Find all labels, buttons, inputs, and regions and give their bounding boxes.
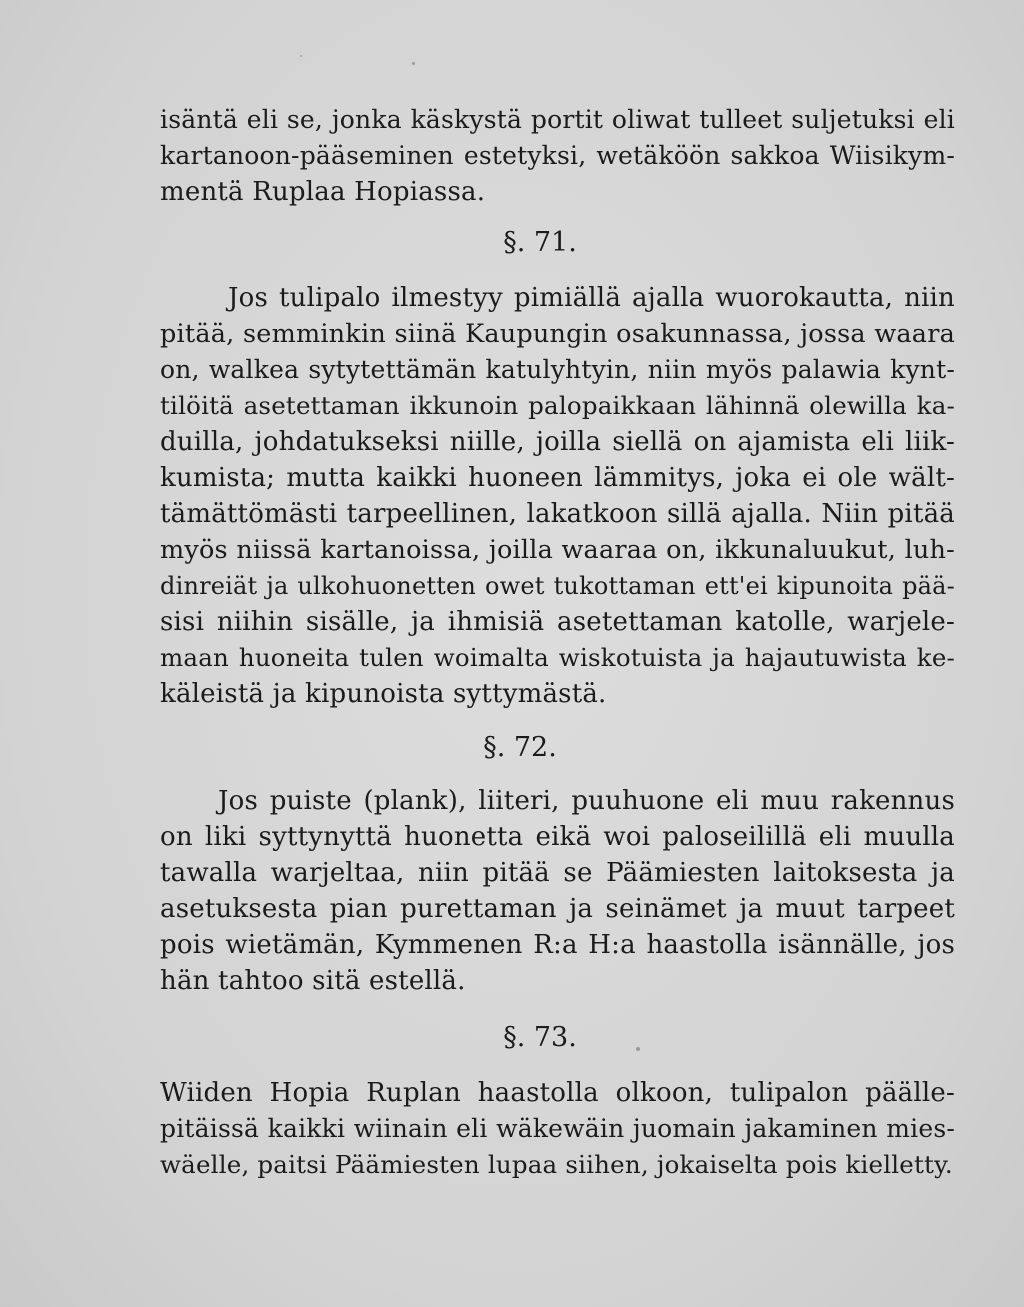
text-line: kartanoon-pääseminen estetyksi, wetäköön sakkoa Wiisikym- [160, 141, 955, 170]
text-line: tawalla warjeltaa, niin pitää se Päämiesten laitoksesta ja [160, 858, 955, 888]
text-line: myös niissä kartanoissa, joilla waaraa on, ikkunaluukut, luh- [160, 535, 955, 565]
text-line: isäntä eli se, jonka käskystä portit oliwat tulleet suljetuksi eli [160, 105, 955, 134]
text-line: käleistä ja kipunoista syttymästä. [160, 679, 607, 709]
section-heading-71: §. 71. [503, 227, 577, 258]
text-line: mentä Ruplaa Hopiassa. [160, 177, 486, 207]
text-line: duilla, johdatukseksi niille, joilla siellä on ajamista eli liik- [160, 427, 955, 457]
text-line: maan huoneita tulen woimalta wiskotuista ja hajautuwista ke- [160, 643, 955, 672]
text-line: tilöitä asetettaman ikkunoin palopaikkaan lähinnä olewilla ka- [160, 391, 955, 420]
paper-speck [636, 1047, 640, 1051]
text-line: sisi niihin sisälle, ja ihmisiä asetettaman katolle, warjele- [160, 607, 955, 637]
text-line: on, walkea sytytettämän katulyhtyin, niin myös palawia kynt- [160, 355, 955, 384]
paragraph-continuation [160, 102, 955, 210]
text-line: tämättömästi tarpeellinen, lakatkoon sillä ajalla. Niin pitää [160, 499, 955, 529]
paper-speck [300, 55, 302, 57]
text-line: Jos puiste (plank), liiteri, puuhuone eli muu rakennus [218, 786, 955, 816]
text-line: Jos tulipalo ilmestyy pimiällä ajalla wuorokautta, niin [228, 283, 955, 313]
text-line: asetuksesta pian purettaman ja seinämet ja muut tarpeet [160, 894, 955, 924]
text-line: pois wietämän, Kymmenen R:a H:a haastolla isännälle, jos [160, 930, 955, 960]
text-line: pitää, semminkin siinä Kaupungin osakunnassa, jossa waara [160, 319, 955, 349]
section-71-paragraph [160, 280, 955, 712]
paper-speck [412, 62, 415, 65]
section-heading-72: §. 72. [483, 732, 557, 763]
section-heading-73: §. 73. [503, 1022, 577, 1053]
text-line: pitäissä kaikki wiinain eli wäkewäin juomain jakaminen mies- [160, 1114, 955, 1143]
section-72-paragraph [160, 783, 955, 999]
text-line: wäelle, paitsi Päämiesten lupaa siihen, jokaiselta pois kielletty. [160, 1150, 953, 1179]
text-line: dinreiät ja ulkohuonetten owet tukottaman ett'ei kipunoita pää- [160, 572, 955, 600]
section-73-paragraph [160, 1075, 955, 1183]
text-line: on liki syttynyttä huonetta eikä woi paloseilillä eli muulla [160, 822, 955, 852]
text-line: hän tahtoo sitä estellä. [160, 966, 466, 996]
text-line: Wiiden Hopia Ruplan haastolla olkoon, tulipalon päälle- [160, 1078, 955, 1108]
text-line: kumista; mutta kaikki huoneen lämmitys, joka ei ole wält- [160, 463, 955, 493]
